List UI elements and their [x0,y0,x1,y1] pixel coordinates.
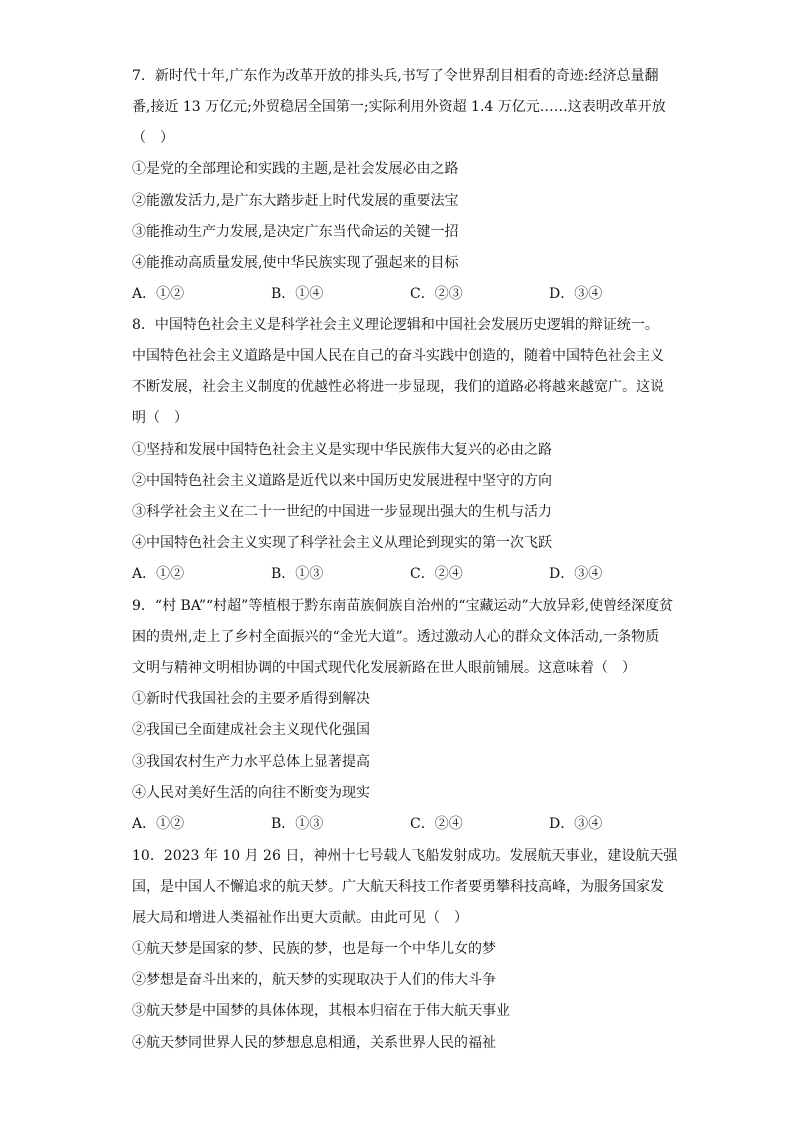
q10-statement-2: ②梦想是奋斗出来的，航天梦的实现取决于人们的伟大斗争 [132,972,496,988]
q9-option-a: A．①② [132,816,185,832]
q7-option-d: D．③④ [549,286,603,302]
q9-statement-3: ③我国农村生产力水平总体上显著提高 [132,754,370,770]
q10-stem-line-1: 10．2023 年 10 月 26 日，神州十七号载人飞船发射成功。发展航天事业，建设航天强 [132,848,678,864]
q10-statement-3: ③航天梦是中国梦的具体体现，其根本归宿在于伟大航天事业 [132,1003,510,1019]
q8-option-a: A．①② [132,566,185,582]
q8-stem-line-2: 中国特色社会主义道路是中国人民在自己的奋斗实践中创造的，随着中国特色社会主义 [132,348,664,364]
q7-stem-line-2: 番,接近 13 万亿元;外贸稳居全国第一;实际利用外资超 1.4 万亿元……这表明改革开放 [132,99,666,115]
q8-stem-line-1: 8．中国特色社会主义是科学社会主义理论逻辑和中国社会发展历史逻辑的辩证统一。 [132,317,659,333]
q8-stem-line-4: 明（ ） [132,410,188,426]
q10-statement-1: ①航天梦是国家的梦、民族的梦，也是每一个中华儿女的梦 [132,941,496,957]
q7-statement-2: ②能激发活力,是广东大踏步赶上时代发展的重要法宝 [132,193,459,209]
q8-statement-2: ②中国特色社会主义道路是近代以来中国历史发展进程中坚守的方向 [132,473,552,489]
q9-option-b: B．①③ [271,816,324,832]
q9-option-d: D．③④ [549,816,603,832]
q9-stem-line-3: 文明与精神文明相协调的中国式现代化发展新路在世人眼前铺展。这意味着（ ） [132,660,636,676]
q7-option-b: B．①④ [271,286,324,302]
q9-statement-2: ②我国已全面建成社会主义现代化强国 [132,722,370,738]
q7-statement-1: ①是党的全部理论和实践的主题,是社会发展必由之路 [132,161,459,177]
q7-option-c: C．②③ [410,286,463,302]
q10-stem-line-2: 国，是中国人不懈追求的航天梦。广大航天科技工作者要勇攀科技高峰，为服务国家发 [132,879,664,895]
q8-options [132,564,672,584]
q8-option-b: B．①③ [271,566,324,582]
q7-options [132,284,672,304]
q9-stem-line-1: 9．“村 BA”“村超”等植根于黔东南苗族侗族自治州的“宝藏运动”大放异彩,使曾经深度贫 [132,598,674,614]
q9-options [132,814,672,834]
q8-option-d: D．③④ [549,566,603,582]
q7-statement-3: ③能推动生产力发展,是决定广东当代命运的关键一招 [132,224,459,240]
q9-statement-4: ④人民对美好生活的向往不断变为现实 [132,785,370,801]
q8-statement-3: ③科学社会主义在二十一世纪的中国进一步显现出强大的生机与活力 [132,504,552,520]
q7-option-a: A．①② [132,286,185,302]
q7-stem-line-3: （ ） [132,130,174,146]
q10-stem-line-3: 展大局和增进人类福祉作出更大贡献。由此可见（ ） [132,910,468,926]
q9-stem-line-2: 困的贵州,走上了乡村全面振兴的“金光大道”。透过激动人心的群众文体活动,一条物质 [132,629,660,645]
q8-statement-1: ①坚持和发展中国特色社会主义是实现中华民族伟大复兴的必由之路 [132,442,552,458]
q7-statement-4: ④能推动高质量发展,使中华民族实现了强起来的目标 [132,255,459,271]
q9-statement-1: ①新时代我国社会的主要矛盾得到解决 [132,691,370,707]
q8-statement-4: ④中国特色社会主义实现了科学社会主义从理论到现实的第一次飞跃 [132,535,552,551]
q7-stem-line-1: 7．新时代十年,广东作为改革开放的排头兵,书写了令世界刮目相看的奇迹:经济总量翻 [132,68,659,84]
q8-stem-line-3: 不断发展，社会主义制度的优越性必将进一步显现，我们的道路必将越来越宽广。这说 [132,379,664,395]
q9-option-c: C．②④ [410,816,463,832]
q8-option-c: C．②④ [410,566,463,582]
q10-statement-4: ④航天梦同世界人民的梦想息息相通，关系世界人民的福祉 [132,1035,496,1051]
